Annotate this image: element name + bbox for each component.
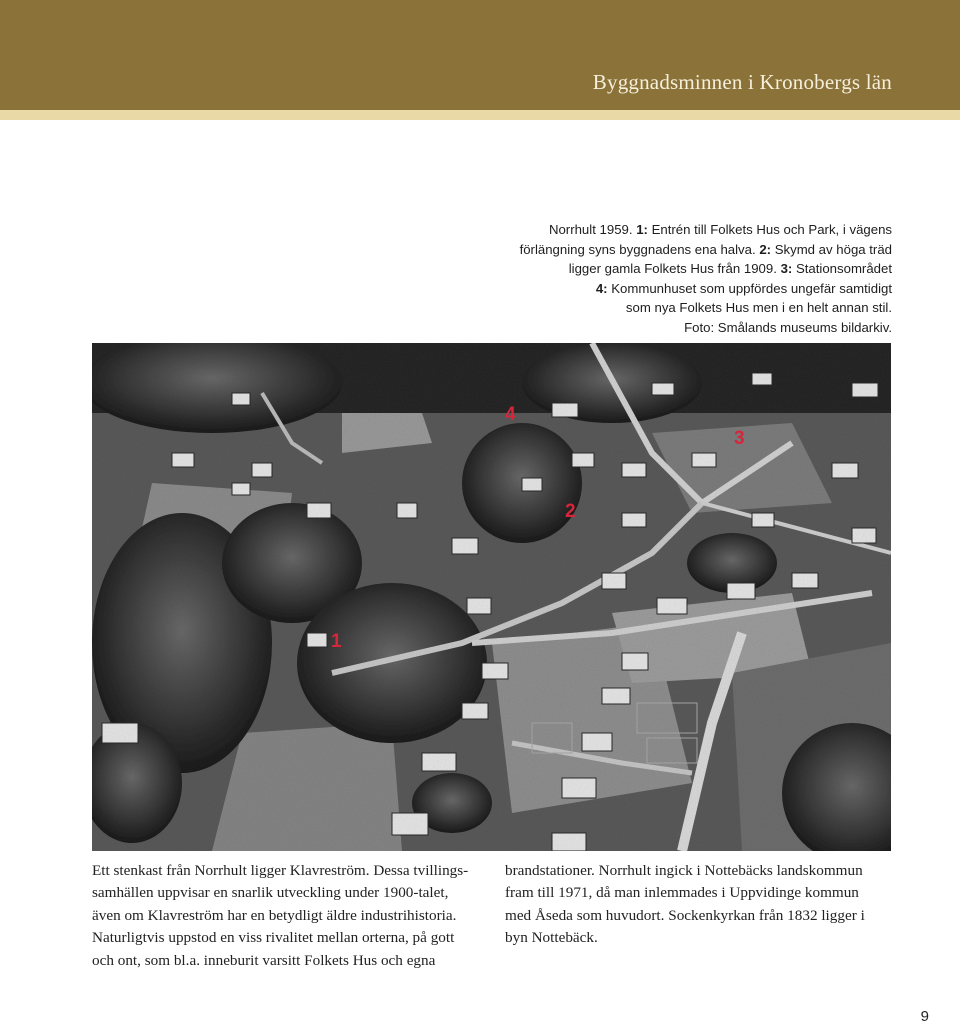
caption-line: 4: Kommunhuset som uppfördes ungefär samtidigt [595,280,892,296]
body-text-line: fram till 1971, då man inlemmades i Uppvidinge kommun [505,884,859,902]
body-text-line: och ont, som bl.a. inneburit varsitt Folkets Hus och egna [92,951,436,969]
page-header-title: Byggnadsminnen i Kronobergs län [592,70,892,94]
body-text-left-column [92,860,472,972]
caption-line: som nya Folkets Hus men i en helt annan stil. [625,300,892,316]
page-number: 9 [920,1008,929,1025]
caption-line: ligger gamla Folkets Hus från 1909. 3: Stationsområdet [568,261,892,277]
caption-line: Norrhult 1959. 1: Entrén till Folkets Hus och Park, i vägens [548,222,892,237]
body-text-line: Ett stenkast från Norrhult ligger Klavreström. Dessa tvillings- [92,862,469,879]
photo-marker-4: 4 [505,404,516,425]
body-text-line: med Åseda som huvudort. Sockenkyrkan från 1832 ligger i [505,906,865,924]
caption-line: förlängning syns byggnadens ena halva. 2: Skymd av höga träd [519,241,892,257]
photo-marker-3: 3 [734,428,745,449]
photo-caption [512,220,892,338]
header-stripe [0,110,960,120]
body-text-line: brandstationer. Norrhult ingick i Nottebäcks landskommun [505,862,863,879]
body-text-line: även om Klavreström har en betydligt äldre industrihistoria. [92,906,457,924]
body-text-line: samhällen uppvisar en snarlik utveckling under 1900-talet, [92,884,449,902]
aerial-photo-norrhult [92,343,891,851]
photo-marker-2: 2 [565,501,576,522]
photo-marker-1: 1 [331,631,342,652]
photo-credit: Foto: Smålands museums bildarkiv. [684,319,892,335]
body-text-line: Naturligtvis uppstod en viss rivalitet mellan orterna, på gott [92,929,455,947]
body-text-line: byn Nottebäck. [505,929,598,947]
body-text-right-column [505,860,895,950]
